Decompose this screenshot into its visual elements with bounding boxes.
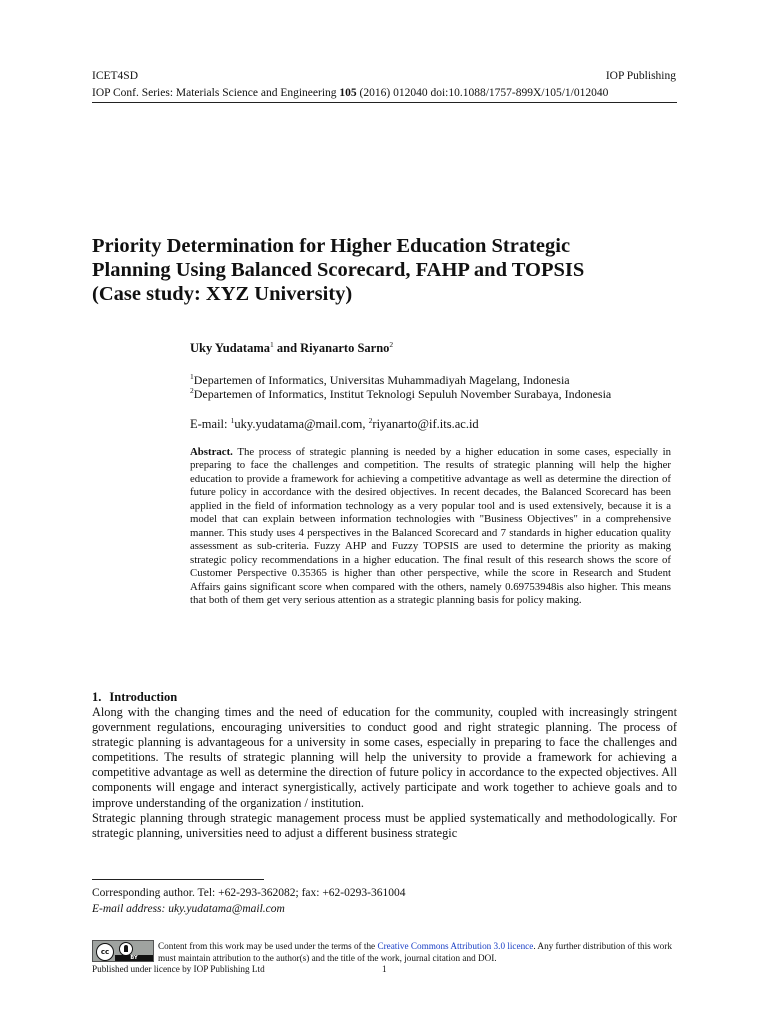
published-under-licence: Published under licence by IOP Publishing Ltd [92,964,265,974]
author-1: Uky Yudatama [190,341,270,356]
header-divider [92,102,677,103]
corresponding-author-note: Corresponding author. Tel: +62-293-362082; fax: +62-0293-361004 [92,887,406,899]
license-statement [158,940,678,964]
email-label: E-mail: [190,417,231,432]
abstract-text: The process of strategic planning is needed by a higher education in some cases, especially in preparing to face the challenges and competition. The results of strategic planning will help the higher education to provide a framework for achieving a competitive advantage as well as determine the direction of future policy in accordance with the desired objectives. In recent decades, the Balanced Scorecard has been applied in the field of information technology as a very popular tool and is used extensively, because it is a model that can explain between information technologies with "Business Objectives" in a comprehensive manner. This study uses 4 perspectives in the Balanced Scorecard and 7 standards in higher education quality assessment as sub-criteria. Fuzzy AHP and Fuzzy TOPSIS are used to determine the priority as making strategic policy recommendations in a higher education. The final result of this research shows the score of Customer Perspective 0.35365 is higher than other perspective, while the score in Research and Student Affairs gains significant score when compared with the others, namely 0.69753948is also higher. This means that both of them get very serious attention as a strategic planning basis for policy making. [190,446,671,606]
cc-icon: cc [96,943,114,961]
attribution-person-icon [119,942,133,956]
footnote-email: E-mail address: uky.yudatama@mail.com [92,903,285,915]
page-number: 1 [382,964,387,974]
author-2-affiliation-mark: 2 [389,340,394,349]
email-1: uky.yudatama@mail.com, [234,417,369,432]
author-2: Riyanarto Sarno [300,341,390,356]
introduction-paragraph-1: Along with the changing times and the need of education for the community, coupled with increasingly stringent government regulations, encouraging universities to conduct good and right strategic planning. The process of strategic planning is advantageous for a university in some cases, especially in preparing to face the challenges and competitions. The results of strategic planning will help the university to provide a framework for achieving a competitive advantage as well as determine the direction of future policy in accordance to the expected objectives. All components will engage and interact synergistically, actively participate and work together to achieve goals and to improve understanding of the organization / institution. [92,705,677,810]
series-suffix: (2016) 012040 doi:10.1088/1757-899X/105/1/012040 [356,87,609,99]
license-link[interactable]: Creative Commons Attribution 3.0 licence [377,941,534,951]
section-title: Introduction [109,690,178,704]
creative-commons-badge [92,940,154,962]
title-line-2: Planning Using Balanced Scorecard, FAHP and TOPSIS [92,259,585,281]
contact-email [190,416,479,432]
affiliation-1-text: Departemen of Informatics, Universitas Muhammadiyah Magelang, Indonesia [193,373,570,387]
author-1-affiliation-mark: 1 [270,340,274,349]
author-connector: and [273,341,301,356]
author-list [190,340,393,356]
email-2: riyanarto@if.its.ac.id [372,417,479,432]
title-line-1: Priority Determination for Higher Education Strategic [92,235,571,257]
section-number: 1. [92,690,102,704]
series-prefix: IOP Conf. Series: Materials Science and Engineering [92,87,340,99]
title-line-3: (Case study: XYZ University) [92,283,353,305]
introduction-paragraph-2: Strategic planning through strategic management process must be applied systematically and methodologically. For strategic planning, universities need to adjust a different business strategic [92,810,677,840]
series-volume: 105 [339,87,357,99]
affiliation-2 [190,386,611,402]
affiliation-1-mark: 1 [190,372,194,381]
by-label: BY [115,955,153,961]
email-1-mark: 1 [230,416,235,425]
conference-name: ICET4SD [92,70,138,82]
abstract [190,446,671,607]
email-2-mark: 2 [368,416,373,425]
footnote-divider [92,879,264,880]
affiliation-2-text: Departemen of Informatics, Institut Teknologi Sepuluh November Surabaya, Indonesia [193,387,612,401]
paper-title [92,234,692,306]
publisher-name: IOP Publishing [605,70,676,82]
license-text-after: . Any further distribution of this work must maintain attribution to the author(s) and the title of the work, journal citation and DOI. [158,941,672,963]
series-citation [92,87,677,99]
introduction-body [92,705,677,841]
affiliation-2-mark: 2 [190,386,194,395]
license-text-before: Content from this work may be used under the terms of the [158,941,378,951]
section-heading-introduction [92,690,185,705]
abstract-label: Abstract. [190,446,233,458]
